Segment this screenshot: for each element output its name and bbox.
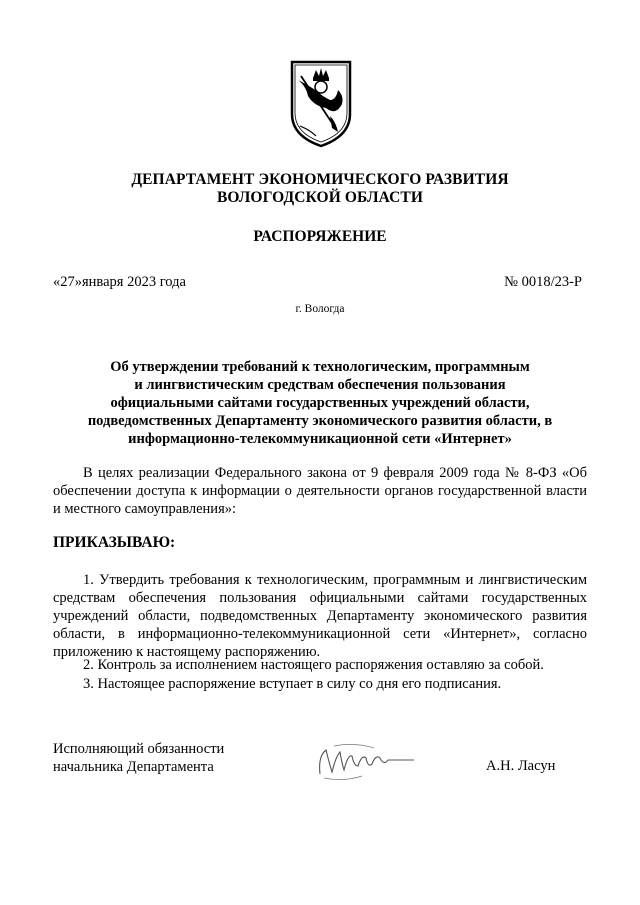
preamble-paragraph: В целях реализации Федерального закона от 9 февраля 2009 года № 8-ФЗ «Об обеспечении доступа к информации о деятельности органов государственной власти и местного самоуправления»: [53,465,587,517]
subject-line: и лингвистическим средствам обеспечения пользования [134,377,506,393]
signatory-position-line2: начальника Департамента [53,759,214,775]
order-item-2: 2. Контроль за исполнением настоящего распоряжения оставляю за собой. [83,657,544,673]
department-name-line1: ДЕПАРТАМЕНТ ЭКОНОМИЧЕСКОГО РАЗВИТИЯ [131,171,509,188]
department-name-line2: ВОЛОГОДСКОЙ ОБЛАСТИ [216,189,424,206]
order-item-1: 1. Утвердить требования к технологическим, программным и лингвистическим средствам обеспечения пользования официальными сайтами государственных учреждений области, подведомственных Департаменту экономического развития области, в информационно-телекоммуникационной сети «Интернет», согласно приложению к настоящему распоряжению. [53,572,587,660]
handwritten-signature [314,736,424,786]
order-word: ПРИКАЗЫВАЮ: [53,534,176,551]
subject-line: Об утверждении требований к технологическим, программным [110,359,530,375]
subject-line: официальными сайтами государственных учреждений области, [110,395,530,411]
signatory-position-line1: Исполняющий обязанности [53,741,225,757]
subject-line: информационно-телекоммуникационной сети «Интернет» [128,431,512,447]
document-number: № 0018/23-Р [504,274,582,290]
order-item-3: 3. Настоящее распоряжение вступает в силу со дня его подписания. [83,676,502,692]
document-subject [0,358,640,448]
document-city: г. Вологда [295,303,345,315]
signatory-position [53,740,224,776]
document-date: «27»января 2023 года [53,274,186,290]
coat-of-arms-icon [286,56,356,150]
department-header [0,171,640,207]
subject-line: подведомственных Департаменту экономического развития области, в [87,413,553,429]
signatory-name: А.Н. Ласун [486,758,556,774]
document-type: РАСПОРЯЖЕНИЕ [253,228,387,245]
